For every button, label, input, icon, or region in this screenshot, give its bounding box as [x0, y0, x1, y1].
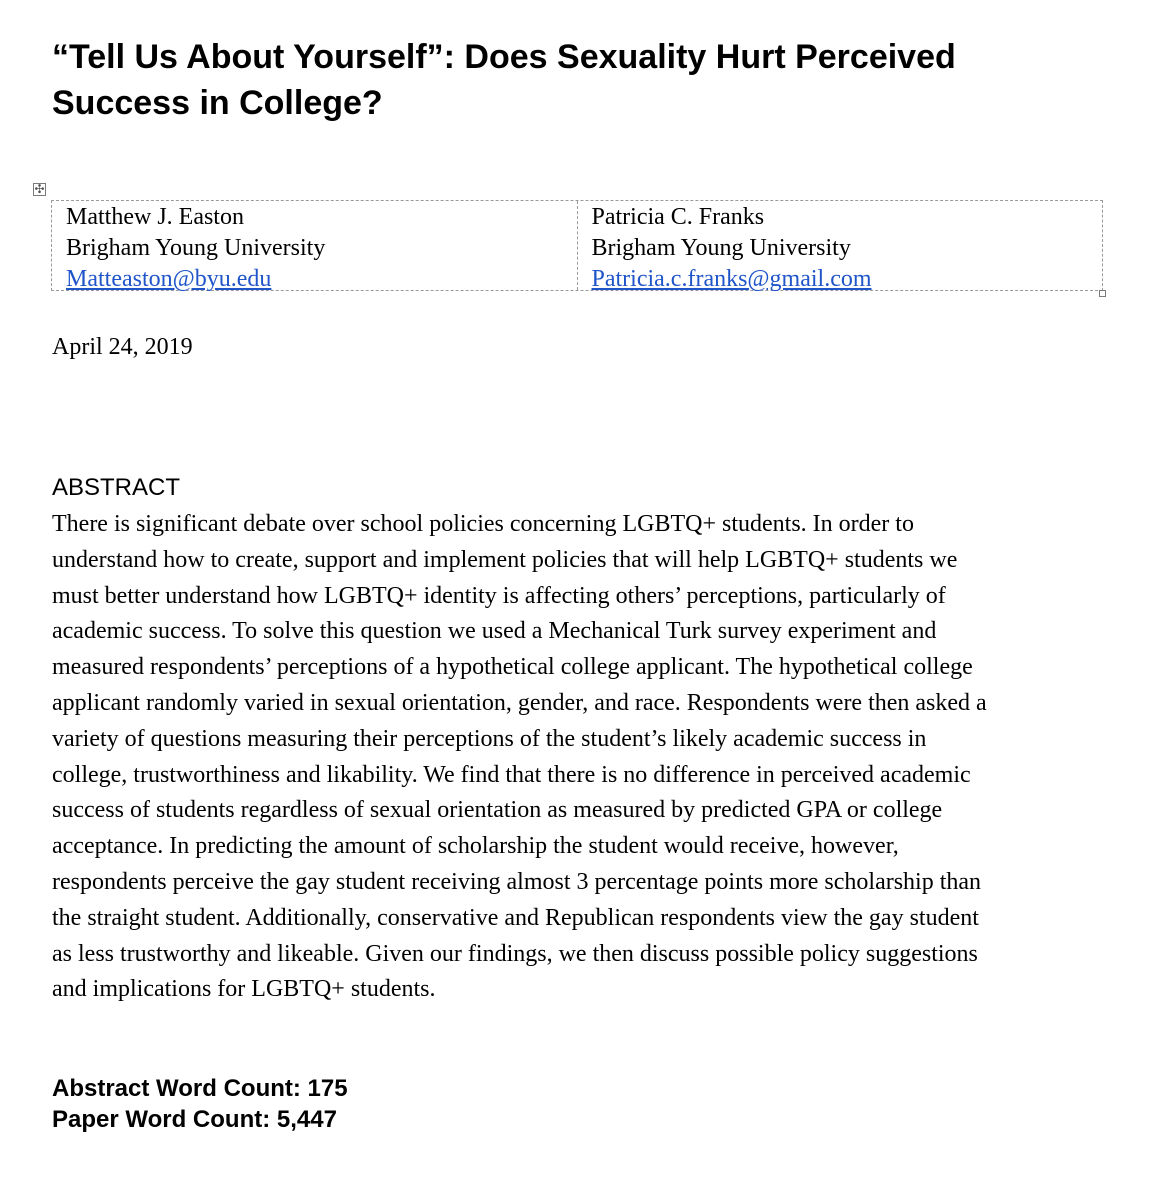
- author-affiliation: Brigham Young University: [66, 235, 326, 261]
- abstract-line: acceptance. In predicting the amount of scholarship the student would receive, however,: [52, 833, 899, 860]
- abstract-line: applicant randomly varied in sexual orientation, gender, and race. Respondents were then asked a: [52, 689, 987, 716]
- abstract-line: college, trustworthiness and likability. We find that there is no difference in perceived academic: [52, 761, 971, 788]
- author-cell[interactable]: [52, 201, 577, 290]
- author-email-link[interactable]: Patricia.c.franks@gmail.com: [591, 266, 872, 292]
- author-table: [51, 200, 1103, 291]
- paper-date: April 24, 2019: [52, 334, 193, 360]
- abstract-line: understand how to create, support and implement policies that will help LGBTQ+ students we: [52, 546, 958, 573]
- abstract-line: academic success. To solve this question we used a Mechanical Turk survey experiment and: [52, 618, 937, 645]
- abstract-word-count: Abstract Word Count: 175: [52, 1075, 348, 1102]
- abstract-line: success of students regardless of sexual orientation as measured by predicted GPA or college: [52, 797, 943, 824]
- title-line: Success in College?: [52, 84, 383, 122]
- abstract-line: and implications for LGBTQ+ students.: [52, 976, 436, 1003]
- word-counts: [52, 1073, 348, 1135]
- author-email-link[interactable]: Matteaston@byu.edu: [66, 266, 272, 292]
- author-affiliation: Brigham Young University: [591, 235, 851, 261]
- abstract-line: measured respondents’ perceptions of a hypothetical college applicant. The hypothetical college: [52, 654, 973, 681]
- title-line: “Tell Us About Yourself”: Does Sexuality Hurt Perceived: [52, 38, 956, 76]
- abstract-line: must better understand how LGBTQ+ identity is affecting others’ perceptions, particularly of: [52, 582, 946, 609]
- paper-title: [52, 34, 1112, 126]
- table-resize-handle[interactable]: [1099, 290, 1106, 297]
- paper-word-count: Paper Word Count: 5,447: [52, 1106, 337, 1133]
- author-name: Matthew J. Easton: [66, 204, 244, 230]
- table-move-handle-icon[interactable]: ✣: [34, 182, 45, 196]
- abstract-body: [52, 507, 1122, 1008]
- abstract-line: There is significant debate over school policies concerning LGBTQ+ students. In order to: [52, 511, 914, 537]
- abstract-line: as less trustworthy and likeable. Given our findings, we then discuss possible policy suggestions: [52, 940, 978, 967]
- author-name: Patricia C. Franks: [591, 204, 765, 230]
- abstract-line: respondents perceive the gay student receiving almost 3 percentage points more scholarship than: [52, 868, 982, 895]
- abstract-heading: ABSTRACT: [52, 474, 181, 501]
- author-cell[interactable]: [577, 201, 1103, 290]
- abstract-line: variety of questions measuring their perceptions of the student’s likely academic success in: [52, 725, 927, 752]
- abstract-line: the straight student. Additionally, conservative and Republican respondents view the gay student: [52, 904, 979, 931]
